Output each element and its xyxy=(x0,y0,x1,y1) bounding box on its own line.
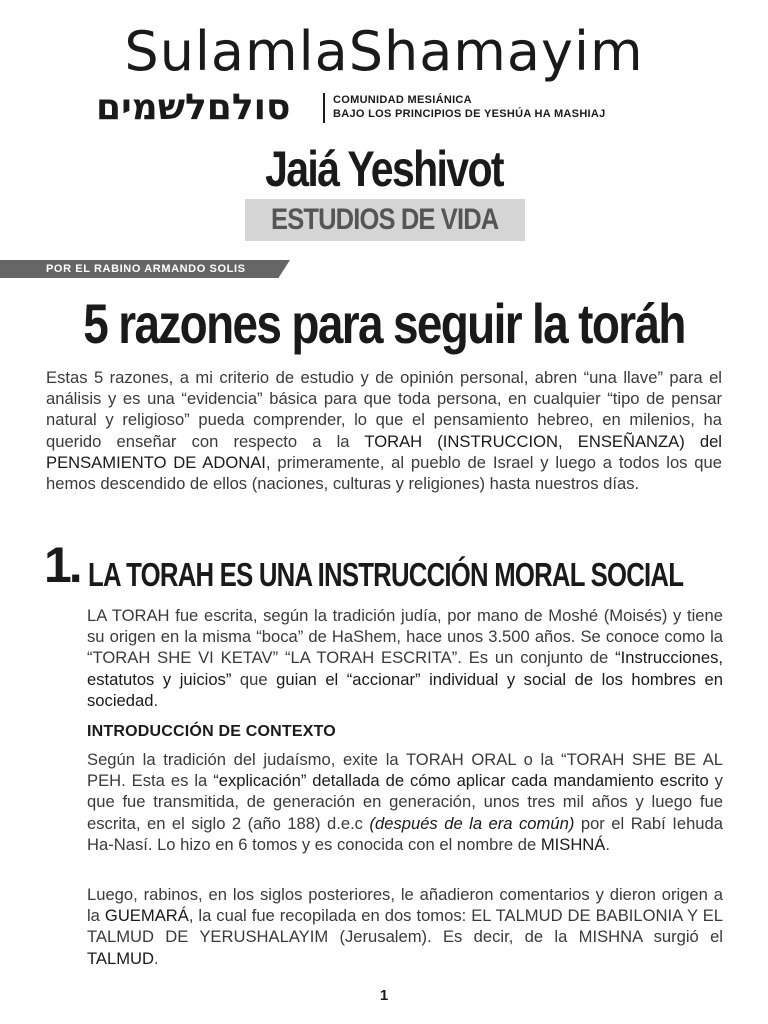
intro-paragraph xyxy=(46,367,722,494)
series-title: Jaiá Yeshivot xyxy=(265,141,503,197)
body2-italic: (después de la era común) xyxy=(369,813,575,833)
body1-highlight-1: “Instrucciones, estatutos y juicios” xyxy=(87,648,723,689)
body2-text-2: y que fue transmitida, de generación en generación, unos tres mil años y luego fue escrita, en el siglo 2 (año 188) d.e.c xyxy=(87,771,723,833)
section-body-paragraph xyxy=(87,605,723,711)
logo-hebrew: סולםלשמים xyxy=(96,87,291,128)
article-title: 5 razones para seguir la toráh xyxy=(83,292,685,355)
intro-text-1: Estas 5 razones, a mi criterio de estudio y de opinión personal, abren “una llave” para el análisis y es una “evidencia” básica para que toda persona, en cualquier “tipo de pensar natural y religioso” pueda comprender, lo que el pensamiento hebreo, en milenios, ha querido enseñar con respecto a la xyxy=(46,368,722,451)
logo-subtitle-line1: COMUNIDAD MESIÁNICA xyxy=(333,94,472,106)
logo-subtitle xyxy=(333,93,606,121)
series-badge xyxy=(245,199,525,241)
body2-highlight: “explicación” detallada de cómo aplicar cada mandamiento escrito xyxy=(213,771,709,791)
body3-text-3: . xyxy=(154,948,159,968)
section-number: 1. xyxy=(44,537,80,593)
body3-highlight-2: TALMUD xyxy=(87,948,154,968)
intro-text-2: , primeramente, al pueblo de Israel y luego a todos los que hemos descendido de ellos (naciones, culturas y religiones) hasta nuestros días. xyxy=(46,452,722,494)
body1-text-1: LA TORAH fue escrita, según la tradición judía, por mano de Moshé (Moisés) y tiene su origen en la misma “boca” de HaShem, hace unos 3.500 años. Se conoce como la “TORAH SHE VI KETAV” “LA TORAH ESCRITA”. Es un conjunto de xyxy=(87,606,723,668)
logo-wordmark: SulamlaShamayim xyxy=(124,20,644,83)
body3-text-2: , la cual fue recopilada en dos tomos: EL TALMUD DE BABILONIA Y EL TALMUD DE YERUSHALAYIM (Jerusalem). Es decir, de la MISHNA surgió el xyxy=(87,906,723,947)
page-number: 1 xyxy=(379,987,389,1004)
section-title: LA TORAH ES UNA INSTRUCCIÓN MORAL SOCIAL xyxy=(88,556,684,593)
author-byline: POR EL RABINO ARMANDO SOLIS xyxy=(46,263,246,275)
logo-divider xyxy=(323,93,325,123)
body1-highlight-2: guian el “accionar” individual y social de los hombres en sociedad xyxy=(87,669,723,710)
talmud-paragraph xyxy=(87,884,723,969)
logo-subtitle-line2: BAJO LOS PRINCIPIOS DE YESHÚA HA MASHIAJ xyxy=(333,108,606,120)
body2-highlight-2: MISHNÁ xyxy=(540,834,606,854)
body3-highlight-1: GUEMARÁ xyxy=(104,906,189,926)
context-paragraph xyxy=(87,749,723,855)
body1-text-3: . xyxy=(153,690,159,710)
body3-text-1: Luego, rabinos, en los siglos posteriores, le añadieron comentarios y dieron origen a la xyxy=(87,885,723,926)
intro-highlight: TORAH (INSTRUCCION, ENSEÑANZA) del PENSAMIENTO DE ADONAI xyxy=(46,431,722,472)
subheading: INTRODUCCIÓN DE CONTEXTO xyxy=(87,723,336,740)
series-badge-label: ESTUDIOS DE VIDA xyxy=(271,203,499,236)
body1-text-2: que xyxy=(231,669,277,689)
body2-text-4: . xyxy=(605,834,610,854)
body2-text-3: por el Rabí Iehuda Ha-Nasí. Lo hizo en 6 tomos y es conocida con el nombre de xyxy=(87,813,723,854)
body2-text-1: Según la tradición del judaísmo, exite la TORAH ORAL o la “TORAH SHE BE AL PEH. Esta es la xyxy=(87,750,723,791)
